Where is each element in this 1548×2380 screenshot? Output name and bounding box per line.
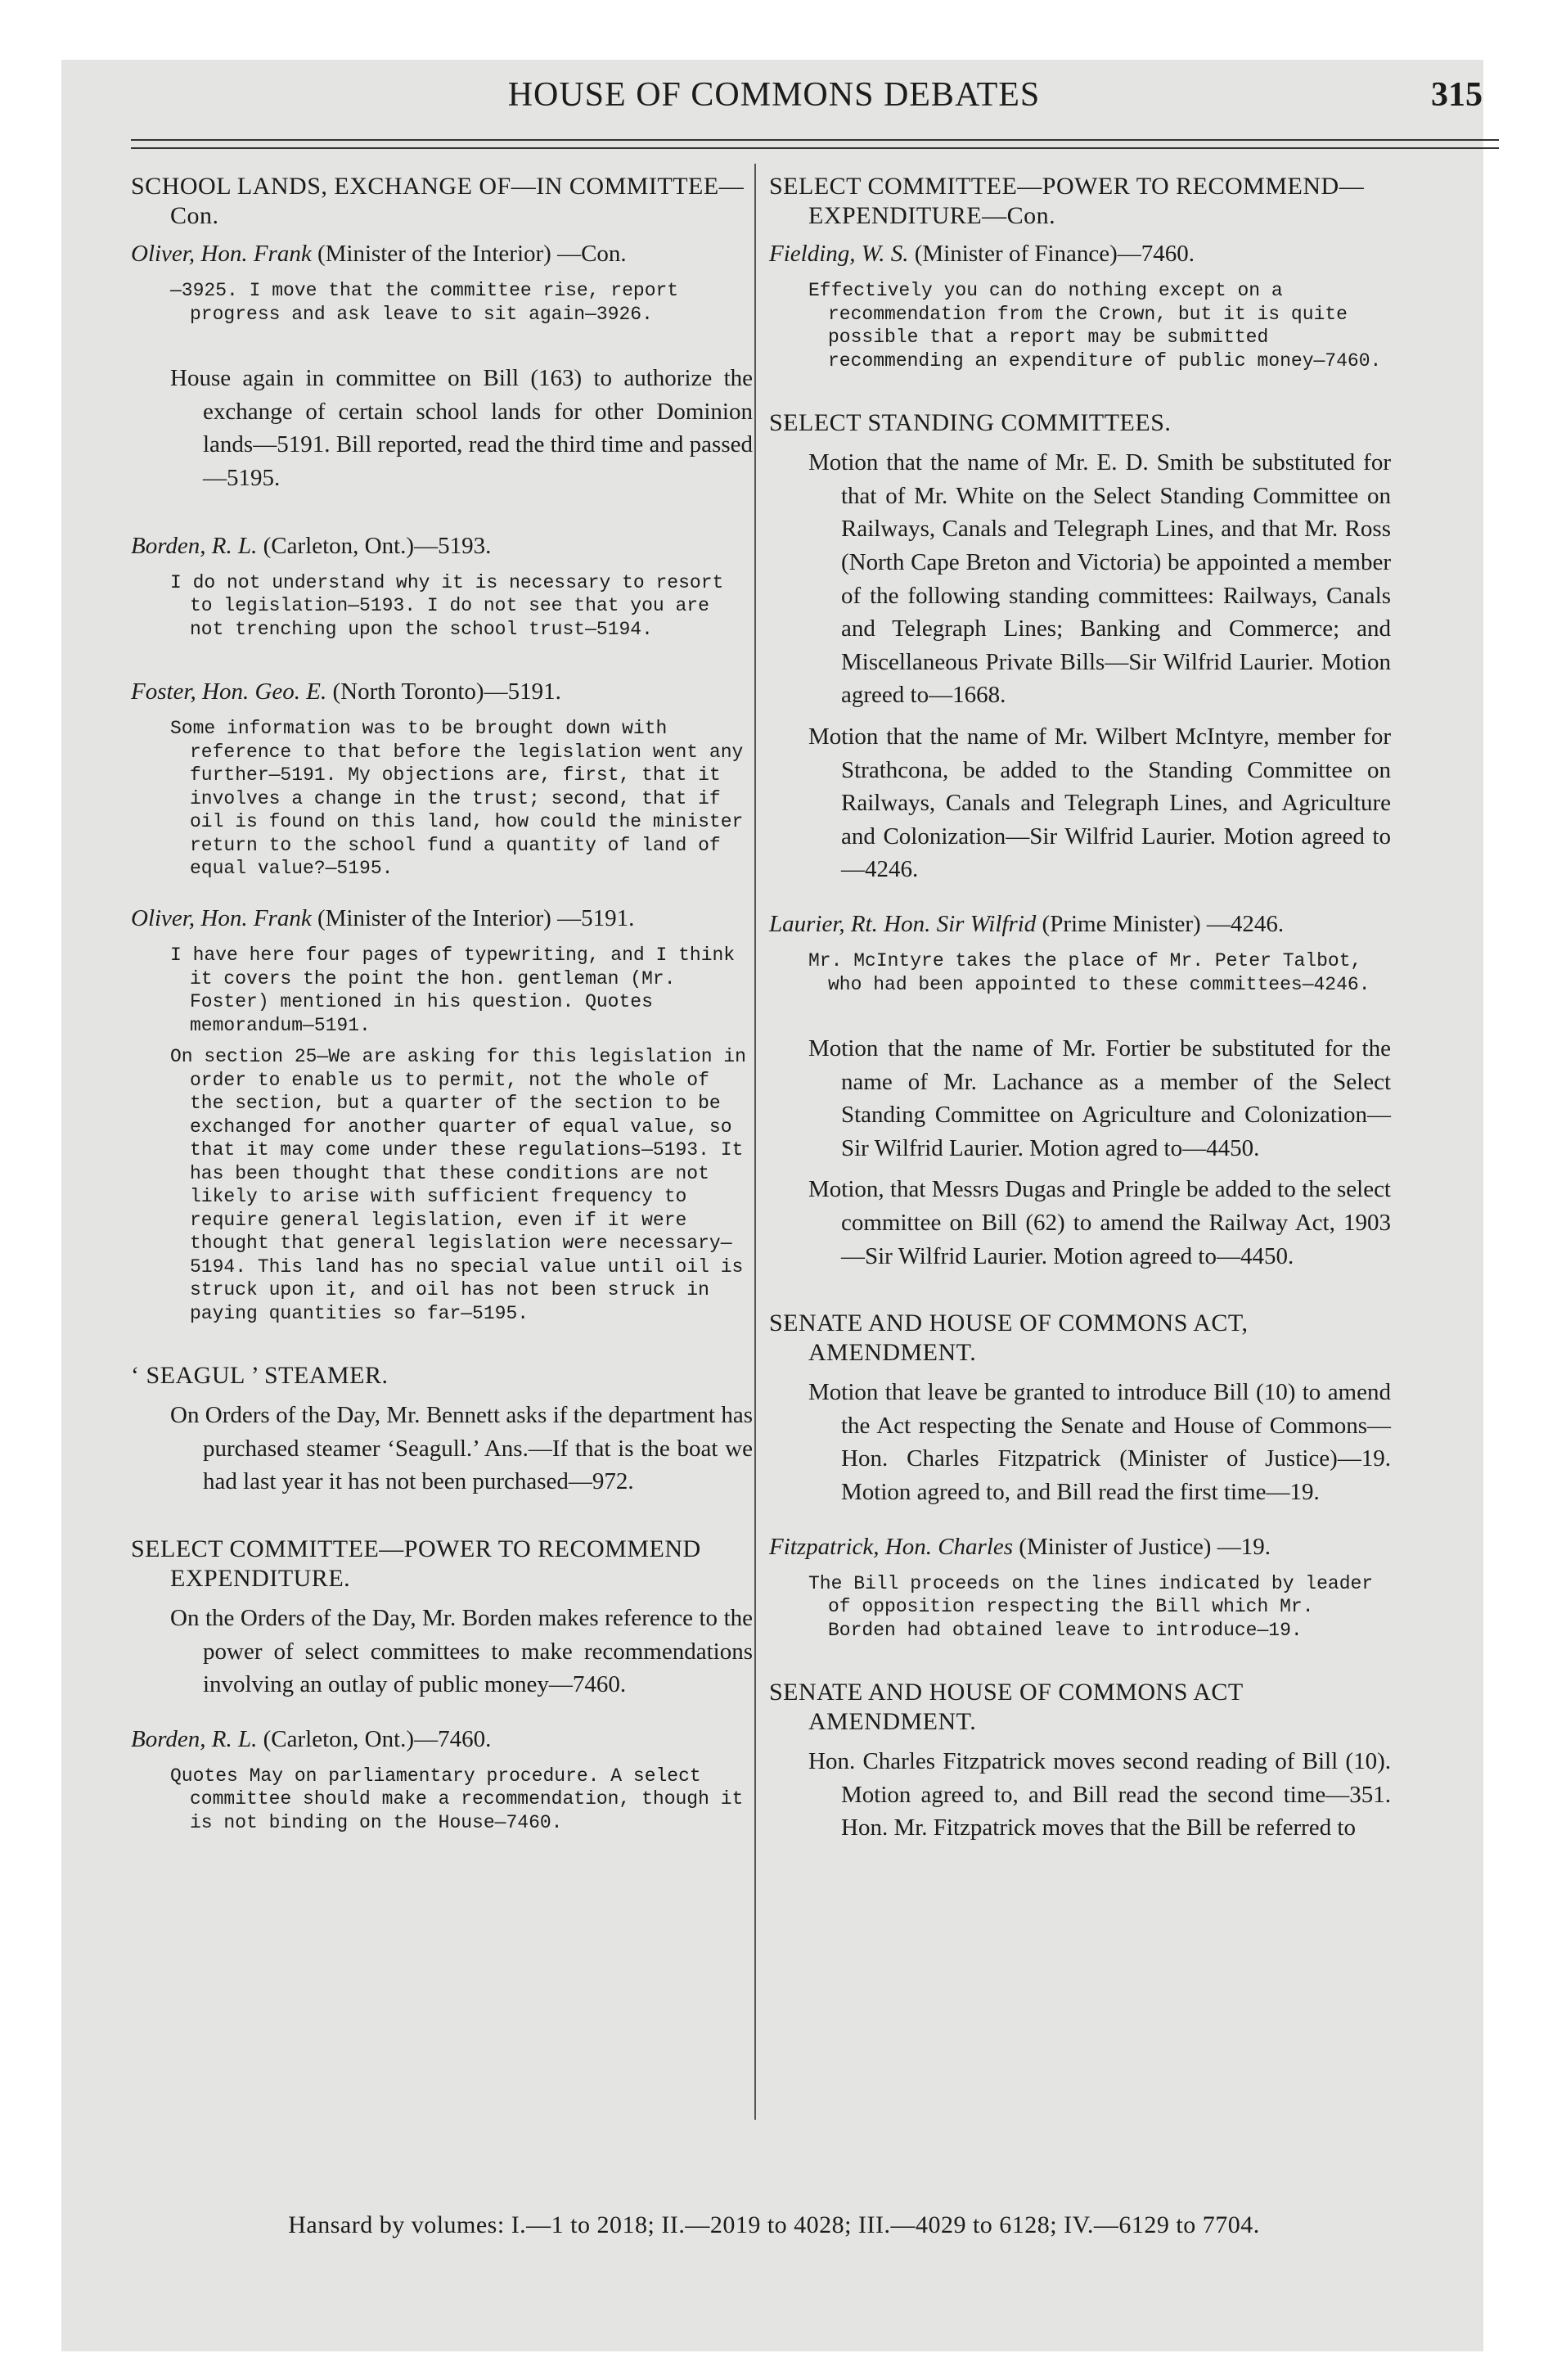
header-rule-bottom [131,147,1499,149]
proceeding-paragraph: Motion that the name of Mr. Wilbert McIntyre, member for Strathcona, be added to the Standing Committee on Railways, Canals and Telegraph Lines, and Agriculture and Colonization—Sir Wilfrid Laurier. Motion agreed to—4246. [808,723,1391,883]
speech-text: —3925. I move that the committee rise, report progress and ask leave to sit again—3926. [170,280,679,325]
speaker-detail: (Minister of the Interior) —Con. [317,241,627,267]
section-heading: SELECT COMMITTEE—POWER TO RECOMMEND—EXPENDITURE—Con. [769,173,1365,229]
speaker-detail: (North Toronto)—5191. [332,678,561,705]
speaker-line [131,239,753,269]
speaker-line [131,1724,753,1755]
speaker-line [769,1532,1391,1562]
speech-text: On section 25—We are asking for this legislation in order to enable us to permit, not the whole of the section, but a quarter of the section to be exchanged for another quarter of equal value, so that it may come under these regulations—5193. It has been thought that these conditions are not likely to arise with sufficient frequency to require general legislation, even if it were thought that general legislation were necessary—5194. This land has no special value until oil is struck upon it, and oil has not been struck in paying quantities so far—5195. [170,1046,746,1324]
speech-text: Quotes May on parliamentary procedure. A select committee should make a recommendation, though it is not binding on the House—7460. [170,1765,744,1833]
speaker-name: Oliver, Hon. Frank [131,904,312,931]
speech-text: The Bill proceeds on the lines indicated by leader of opposition respecting the Bill which Mr. Borden had obtained leave to introduce—19. [808,1572,1374,1641]
speaker-line [131,531,753,561]
volume-index-footer: Hansard by volumes: I.—1 to 2018; II.—2019 to 4028; III.—4029 to 6128; IV.—6129 to 7704. [288,2211,1260,2238]
speaker-detail: (Carleton, Ont.)—7460. [263,1725,492,1752]
speaker-name: Fitzpatrick, Hon. Charles [769,1533,1014,1560]
proceeding-paragraph: Motion, that Messrs Dugas and Pringle be added to the select committee on Bill (62) to amend the Railway Act, 1903—Sir Wilfrid Laurier. Motion agreed to—4450. [808,1176,1391,1269]
speaker-name: Borden, R. L. [131,532,258,559]
speaker-line [769,239,1391,269]
left-column [131,172,753,1842]
page-title: HOUSE OF COMMONS DEBATES [507,76,1041,114]
page-number: 315 [1431,76,1483,114]
speaker-detail: (Minister of Justice) —19. [1019,1533,1271,1560]
speech-text: Mr. McIntyre takes the place of Mr. Peter Talbot, who had been appointed to these committees—4246. [808,950,1370,995]
speaker-line [769,909,1391,940]
speaker-detail: (Carleton, Ont.)—5193. [263,532,492,559]
section-heading: SCHOOL LANDS, EXCHANGE OF—IN COMMITTEE—Con. [131,173,745,229]
proceeding-paragraph: On Orders of the Day, Mr. Bennett asks if the department has purchased steamer ‘Seagull.’ Ans.—If that is the boat we had last year it has not been purchased—972. [170,1402,753,1495]
proceeding-paragraph: Hon. Charles Fitzpatrick moves second reading of Bill (10). Motion agreed to, and Bill read the second time—351. Hon. Mr. Fitzpatrick moves that the Bill be referred to [808,1748,1391,1841]
speaker-name: Laurier, Rt. Hon. Sir Wilfrid [769,910,1037,937]
proceeding-paragraph: On the Orders of the Day, Mr. Borden makes reference to the power of select committees to make recommendations involving an outlay of public money—7460. [170,1605,753,1698]
speaker-line [131,904,753,934]
speaker-name: Foster, Hon. Geo. E. [131,678,327,705]
proceeding-paragraph: Motion that the name of Mr. E. D. Smith be substituted for that of Mr. White on the Select Standing Committee on Railways, Canals and Telegraph Lines, and that Mr. Ross (North Cape Breton and Victoria) be appointed a member of the following standing committees: Railways, Canals and Telegraph Lines; Banking and Commerce; and Miscellaneous Private Bills—Sir Wilfrid Laurier. Motion agreed to—1668. [808,449,1391,709]
section-heading: SENATE AND HOUSE OF COMMONS ACT, AMENDMENT. [769,1309,1249,1367]
column-divider [754,164,756,2120]
proceeding-paragraph: Motion that leave be granted to introduce Bill (10) to amend the Act respecting the Senate and House of Commons—Hon. Charles Fitzpatrick (Minister of Justice)—19. Motion agreed to, and Bill read the first time—19. [808,1379,1391,1505]
section-heading: SELECT COMMITTEE—POWER TO RECOMMEND EXPENDITURE. [131,1535,701,1593]
speaker-name: Oliver, Hon. Frank [131,241,312,267]
speech-text: I have here four pages of typewriting, and I think it covers the point the hon. gentleman (Mr. Foster) mentioned in his question. Quotes memorandum—5191. [170,944,736,1036]
speech-text: Some information was to be brought down with reference to that before the legislation went any further—5191. My objections are, first, that it involves a change in the trust; second, that if oil is found on this land, how could the minister return to the school fund a quantity of land of equal value?—5195. [170,718,744,880]
right-column [769,172,1391,1853]
speech-text: Effectively you can do nothing except on a recommendation from the Crown, but it is quite possible that a report may be submitted recommending an expenditure of public money—7460. [808,280,1382,372]
speaker-detail: (Prime Minister) —4246. [1042,910,1285,937]
section-heading: SENATE AND HOUSE OF COMMONS ACT AMENDMENT. [769,1679,1244,1736]
speaker-line [131,677,753,707]
section-heading: SELECT STANDING COMMITTEES. [769,409,1172,437]
proceeding-paragraph: House again in committee on Bill (163) to authorize the exchange of certain school lands for other Dominion lands—5191. Bill reported, read the third time and passed—5195. [170,365,753,491]
header-rule-top [131,139,1499,141]
speaker-detail: (Minister of Finance)—7460. [914,241,1195,267]
speaker-name: Fielding, W. S. [769,241,909,267]
section-heading: ‘ SEAGUL ’ STEAMER. [131,1362,389,1390]
speech-text: I do not understand why it is necessary to resort to legislation—5193. I do not see that you are not trenching upon the school trust—5194. [170,571,724,640]
speaker-detail: (Minister of the Interior) —5191. [317,904,635,931]
speaker-name: Borden, R. L. [131,1725,258,1752]
proceeding-paragraph: Motion that the name of Mr. Fortier be substituted for the name of Mr. Lachance as a member of the Select Standing Committee on Agriculture and Colonization—Sir Wilfrid Laurier. Motion agred to—4450. [808,1035,1391,1161]
